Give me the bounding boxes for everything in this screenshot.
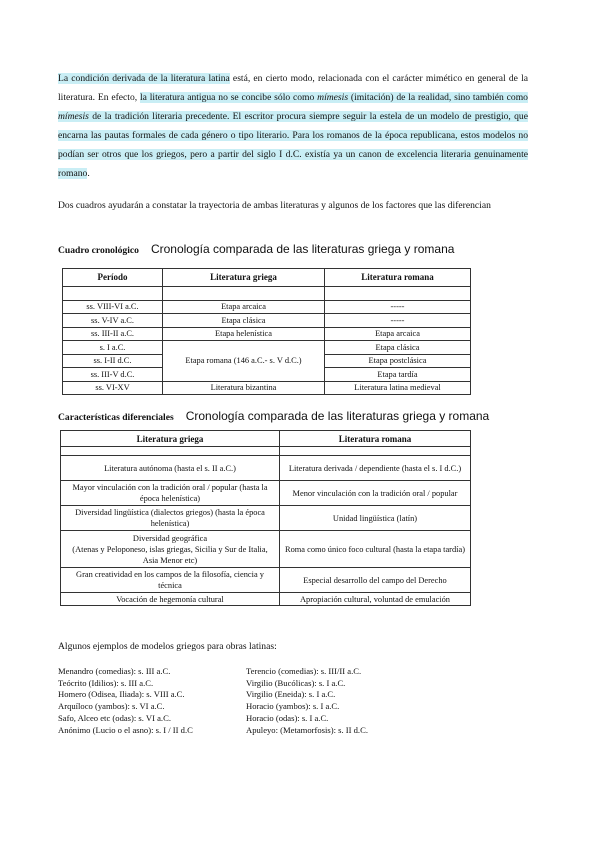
cuadro2-subtitle: Cronología comparada de las literaturas griega y romana — [185, 409, 490, 423]
chronology-table — [62, 268, 471, 395]
cell-periodo: s. I a.C. — [63, 341, 163, 355]
cell-griega: Diversidad geográfica (Atenas y Peloponeso, islas griegas, Sicilia y Sur de Italia, Asia Menor etc) — [61, 531, 280, 568]
list-item: Virgilio (Eneida): s. I a.C. — [246, 689, 336, 700]
cell-griega: Literatura autónoma (hasta el s. II a.C.) — [61, 456, 280, 481]
table-row — [61, 531, 471, 568]
cell-romana: Etapa postclásica — [325, 354, 471, 368]
cell-romana: Etapa clásica — [325, 341, 471, 355]
cell-griega: Etapa clásica — [163, 314, 325, 328]
paragraph-text: . — [87, 168, 90, 179]
table-row — [63, 341, 471, 355]
examples-intro: Algunos ejemplos de modelos griegos para obras latinas: — [58, 641, 277, 652]
list-item: Teócrito (Idilios): s. III a.C. — [58, 677, 154, 688]
header-griega: Literatura griega — [61, 431, 280, 447]
list-item: Virgilio (Bucólicas): s. I a.C. — [246, 677, 346, 688]
table-header-row — [63, 269, 471, 287]
header-romana: Literatura romana — [325, 269, 471, 287]
list-item: Horacio (odas): s. I a.C. — [246, 712, 329, 723]
cell-romana: Roma como único foco cultural (hasta la etapa tardía) — [280, 531, 471, 568]
cell-romana: Unidad lingüística (latín) — [280, 506, 471, 531]
table-row — [63, 327, 471, 341]
header-periodo: Período — [63, 269, 163, 287]
cell-griega-merged: Etapa romana (146 a.C.- s. V d.C.) — [163, 341, 325, 382]
cell-romana: ----- — [325, 300, 471, 314]
table-row — [61, 481, 471, 506]
header-griega: Literatura griega — [163, 269, 325, 287]
list-item: Apuleyo: (Metamorfosis): s. II d.C. — [246, 724, 368, 735]
table-row-empty — [61, 447, 471, 456]
second-paragraph: Dos cuadros ayudarán a constatar la trayectoria de ambas literaturas y algunos de los factores que las diferencian — [58, 200, 491, 211]
intro-paragraph — [58, 69, 528, 183]
list-item: Horacio (yambos): s. I a.C. — [246, 701, 340, 712]
cell-periodo: ss. III-II a.C. — [63, 327, 163, 341]
list-item: Homero (Odisea, Iliada): s. VIII a.C. — [58, 689, 185, 700]
paragraph-text: está, en cierto modo, relacionada con el carácter mimético en general de la literatura. En efecto, — [58, 73, 528, 103]
list-item: Terencio (comedias): s. III/II a.C. — [246, 666, 362, 676]
cuadro1-subtitle: Cronología comparada de las literaturas griega y romana — [150, 242, 455, 256]
table-header-row — [61, 431, 471, 447]
cell-periodo: ss. V-IV a.C. — [63, 314, 163, 328]
cell-griega: Etapa arcaica — [163, 300, 325, 314]
greek-models-column — [58, 666, 258, 736]
list-item: Arquíloco (yambos): s. VI a.C. — [58, 701, 165, 712]
table-row-empty — [63, 287, 471, 301]
cell-griega: Etapa helenística — [163, 327, 325, 341]
table-row — [63, 300, 471, 314]
cell-griega: Diversidad lingüística (dialectos griegos) (hasta la época helenística) — [61, 506, 280, 531]
cell-romana: Literatura latina medieval — [325, 381, 471, 395]
list-item: Anónimo (Lucio o el asno): s. I / II d.C — [58, 724, 193, 735]
table-row — [61, 568, 471, 593]
highlighted-text: La condición derivada de la literatura latina — [58, 73, 230, 84]
cell-periodo: ss. III-V d.C. — [63, 368, 163, 382]
cell-romana: Especial desarrollo del campo del Derecho — [280, 568, 471, 593]
highlighted-text: la literatura antigua no se concibe sólo como mímesis (imitación) de la realidad, sino también como mímesis de la tradición literaria precedente. El escritor procura siempre seguir la estela de un modelo de prestigio, que encarna las pautas formales de cada género o tipo literario. Para los romanos de la época republicana, estos modelos no podían ser otros que los griegos, pero a partir del siglo I d.C. existía ya un canon de excelencia literaria genuinamente romano — [58, 92, 528, 179]
cell-griega: Vocación de hegemonía cultural — [61, 593, 280, 606]
cell-periodo: ss. I-II d.C. — [63, 354, 163, 368]
cuadro2-heading — [58, 409, 489, 423]
cell-griega: Gran creatividad en los campos de la filosofía, ciencia y técnica — [61, 568, 280, 593]
list-item: Safo, Alceo etc (odas): s. VI a.C. — [58, 712, 171, 723]
cell-romana: ----- — [325, 314, 471, 328]
header-romana: Literatura romana — [280, 431, 471, 447]
table-row — [61, 456, 471, 481]
cuadro2-label: Características diferenciales — [58, 412, 174, 423]
cell-romana: Apropiación cultural, voluntad de emulación — [280, 593, 471, 606]
table-row — [63, 381, 471, 395]
cuadro1-heading — [58, 242, 454, 256]
cell-romana: Literatura derivada / dependiente (hasta el s. I d.C.) — [280, 456, 471, 481]
list-item: Menandro (comedias): s. III a.C. — [58, 666, 171, 676]
cell-periodo: ss. VI-XV — [63, 381, 163, 395]
characteristics-table — [60, 430, 471, 606]
table-row — [63, 314, 471, 328]
cell-romana: Etapa arcaica — [325, 327, 471, 341]
latin-works-column — [246, 666, 446, 736]
cell-griega: Literatura bizantina — [163, 381, 325, 395]
table-row — [61, 506, 471, 531]
cell-periodo: ss. VIII-VI a.C. — [63, 300, 163, 314]
table-row — [61, 593, 471, 606]
cell-romana: Etapa tardía — [325, 368, 471, 382]
cell-romana: Menor vinculación con la tradición oral / popular — [280, 481, 471, 506]
cuadro1-label: Cuadro cronológico — [58, 245, 139, 256]
cell-griega: Mayor vinculación con la tradición oral / popular (hasta la época helenística) — [61, 481, 280, 506]
